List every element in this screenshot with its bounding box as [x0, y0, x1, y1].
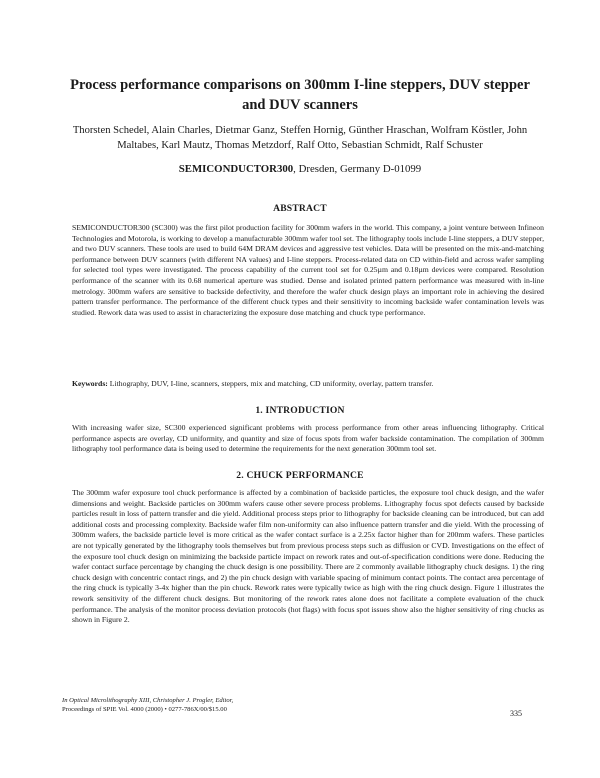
author-list: Thorsten Schedel, Alain Charles, Dietmar Ganz, Steffen Hornig, Günther Hraschan, Wolfram Köstler, John Maltabes, Karl Mautz, Thomas Metzdorf, Ralf Otto, Sebastian Schmidt, Ralf Schuster [72, 125, 528, 151]
footnote-line-1: In Optical Microlithography XIII, Christopher J. Progler, Editor, [62, 697, 234, 704]
paper-title: Process performance comparisons on 300mm I-line steppers, DUV stepper and DUV scanners [70, 77, 530, 113]
affiliation-location: , Dresden, Germany D-01099 [293, 163, 422, 175]
keywords-text: Lithography, DUV, I-line, scanners, steppers, mix and matching, CD uniformity, overlay, pattern transfer. [109, 379, 434, 388]
keywords-label: Keywords: [72, 379, 108, 388]
footnote-line-2: Proceedings of SPIE Vol. 4000 (2000) • 0277-786X/00/$15.00 [62, 705, 227, 713]
keywords [72, 379, 544, 390]
footnote [62, 697, 362, 714]
chuck-performance-body: The 300mm wafer exposure tool chuck performance is affected by a combination of backside particles, the exposure tool chuck design, and the wafer dimensions and weight. Backside particles on 300mm wafers cause other severe process problems. Lithography focus spot defects caused by backside particles result in loss of pattern transfer and die yield. Additional process steps prior to lithography for backside cleaning can be introduced, but can add additional costs and processing complexity. Backside wafer film non-uniformity can also influence pattern transfer and die yield. With the processing of 300mm wafers, the backside particle level is more critical as the wafer contact surface is a 2.25x factor higher than for 200mm wafers. These particles are not typically generated by the lithography tools themselves but from previous process steps such as diffusion or CVD. Investigations on the effect of the exposure tool chuck design on minimizing the backside particle impact on rework rates and out-of-specification conditions were done. Reducing the wafer contact surface percentage by changing the chuck design is one possibility. There are 2 commonly available lithography chuck designs. 1) the ring chuck design with concentric contact rings, and 2) the pin chuck design with variable spacing of minimum contact points. The contact area percentage of the ring chuck is typically 3-4x higher than the pin chuck. Rework rates were typically twice as high with the ring chuck design. Figure 1 illustrates the rework sensitivity of the different chuck designs. But monitoring of the rework rates alone does not facilitate a complete evaluation of the chuck performance. The analysis of the monitor process deviation protocols (hot flags) with focus spot issues show also the higher sensitivity of ring chucks as shown in Figure 2. [72, 488, 544, 625]
introduction-heading: 1. INTRODUCTION [255, 405, 345, 416]
page-number: 335 [510, 709, 522, 718]
affiliation-org: SEMICONDUCTOR300 [178, 163, 294, 175]
abstract-heading: ABSTRACT [273, 203, 327, 214]
introduction-body: With increasing wafer size, SC300 experienced significant problems with process performance from other areas influencing lithography. Critical performance aspects are overlay, CD uniformity, and quantity and size of focus spots from wafer backside contamination. The compilation of 300mm lithography tool performance data is being used to determine the requirements for the next generation 300mm tool set. [72, 423, 544, 454]
abstract-body: SEMICONDUCTOR300 (SC300) was the first pilot production facility for 300mm wafers in the world. This company, a joint venture between Infineon Technologies and Motorola, is working to develop a manufacturable 300mm wafer tool set. The lithography tools include I-line steppers, a DUV stepper, and two DUV scanners. These tools are used to build 64M DRAM devices and aggressive test vehicles. Data will be presented on the mix-and-matching performance between DUV scanners (with different NA values) and I-line steppers. Process-related data on CD within-field and across wafer sampling for selected tool types were investigated. The process capability of the current tool set for 0.25µm and 0.18µm devices were compared. Resolution performance of the scanner with its 0.68 numerical aperture was studied. Dense and isolated printed pattern performance was measured with in-line metrology. 300mm wafers are sensitive to backside defectivity, and therefore the wafer chuck design plays an important role in achieving the desired pattern transfer performance. The performance of the different chuck types and their sensitivity to incoming backside wafer contamination levels was studied. Rework data was used to assist in characterizing the exposure dose matching and chuck type performance. [72, 223, 544, 317]
affiliation [60, 163, 540, 175]
chuck-performance-heading: 2. CHUCK PERFORMANCE [236, 470, 364, 481]
